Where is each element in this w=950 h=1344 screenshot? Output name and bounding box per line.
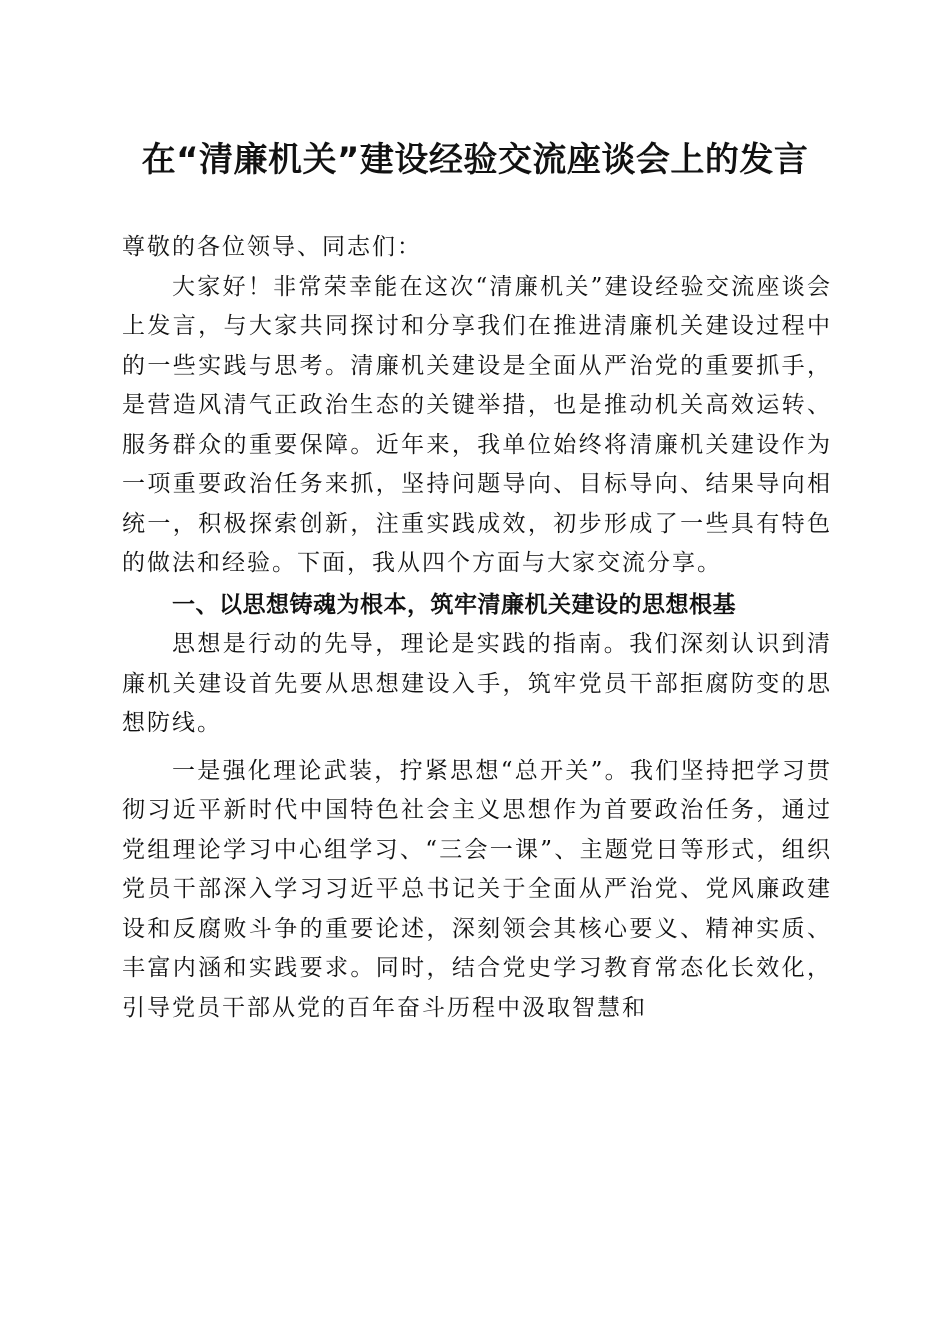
section-1-intro: 思想是行动的先导，理论是实践的指南。我们深刻认识到清廉机关建设首先要从思想建设入手，筑牢党员干部拒腐防变的思想防线。 [122,631,832,736]
salutation: 尊敬的各位领导、同志们： [122,234,422,260]
section-1-point-1: 一是强化理论武装，拧紧思想“总开关”。我们坚持把学习贯彻习近平新时代中国特色社会主义思想作为首要政治任务，通过党组理论学习中心组学习、“三会一课”、主题党日等形式，组织党员干部深入学习习近平总书记关于全面从严治党、党风廉政建设和反腐败斗争的重要论述，深刻领会其核心要义、精神实质、丰富内涵和实践要求。同时，结合党史学习教育常态化长效化，引导党员干部从党的百年奋斗历程中汲取智慧和 [122,757,832,1021]
document-title: 在“清廉机关”建设经验交流座谈会上的发言 [141,140,809,180]
opening-paragraph: 大家好！非常荣幸能在这次“清廉机关”建设经验交流座谈会上发言，与大家共同探讨和分享我们在推进清廉机关建设过程中的一些实践与思考。清廉机关建设是全面从严治党的重要抓手，是营造风清气正政治生态的关键举措，也是推动机关高效运转、服务群众的重要保障。近年来，我单位始终将清廉机关建设作为一项重要政治任务来抓，坚持问题导向、目标导向、结果导向相统一，积极探索创新，注重实践成效，初步形成了一些具有特色的做法和经验。下面，我从四个方面与大家交流分享。 [122,273,832,576]
section-heading-1: 一、以思想铸魂为根本，筑牢清廉机关建设的思想根基 [172,591,736,618]
document-body [122,228,832,1028]
